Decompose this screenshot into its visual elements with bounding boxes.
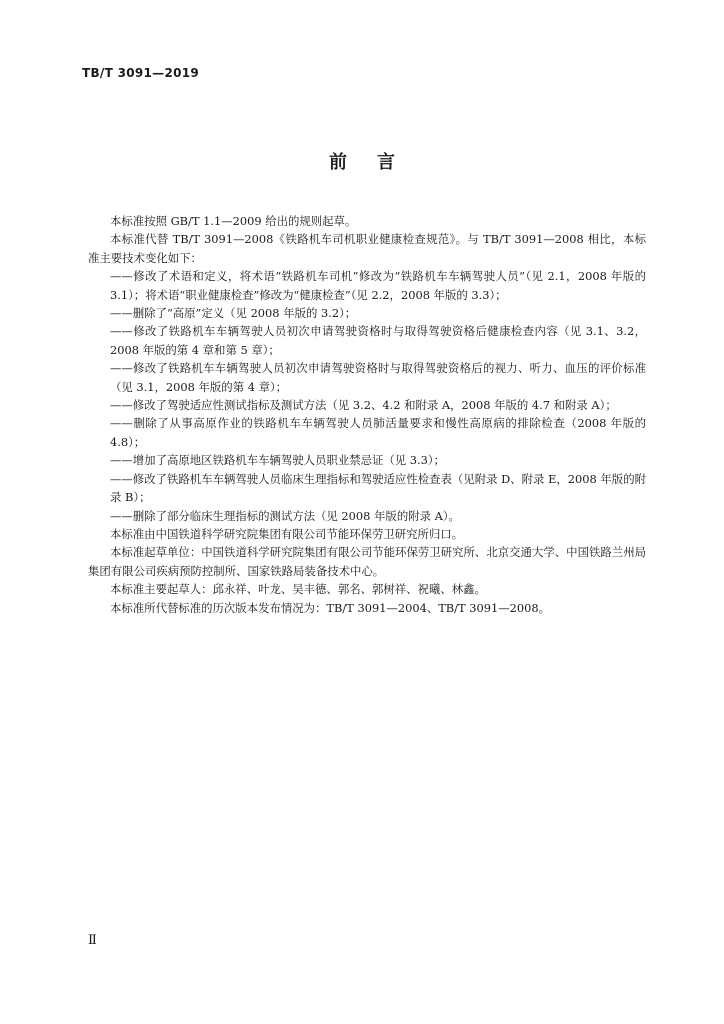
page-title: 前言: [329, 152, 425, 173]
change-item: ——修改了铁路机车车辆驾驶人员临床生理指标和驾驶适应性检查表（见附录 D、附录 E，2008 年版的附录 B）；: [110, 471, 646, 505]
foreword-body: [88, 212, 646, 617]
intro-paragraph: 本标准按照 GB/T 1.1—2009 给出的规则起草。: [110, 214, 357, 228]
change-item: ——删除了“高原”定义（见 2008 年版的 3.2）；: [110, 306, 357, 321]
change-item: ——删除了从事高原作业的铁路机车车辆驾驶人员肺活量要求和慢性高原病的排除检查（2008 年版的 4.8）；: [110, 416, 646, 449]
closing-paragraph: 本标准所代替标准的历次版本发布情况为：TB/T 3091—2004、TB/T 3091—2008。: [110, 600, 550, 615]
change-item: ——修改了铁路机车车辆驾驶人员初次申请驾驶资格时与取得驾驶资格后健康检查内容（见 3.1、3.2，2008 年版的第 4 章和第 5 章）；: [110, 324, 646, 357]
page-number: Ⅱ: [88, 933, 97, 948]
change-item: ——增加了高原地区铁路机车车辆驾驶人员职业禁忌证（见 3.3）；: [110, 453, 445, 468]
standard-code: TB/T 3091—2019: [82, 66, 200, 80]
change-item: ——修改了术语和定义，将术语“铁路机车司机”修改为“铁路机车车辆驾驶人员”（见 2.1，2008 年版的 3.1）；将术语“职业健康检查”修改为“健康检查”（见 2.2，2008 年版的 3.3）；: [110, 269, 646, 302]
change-item: ——删除了部分临床生理指标的测试方法（见 2008 年版的附录 A）。: [110, 508, 460, 523]
closing-paragraph: 本标准主要起草人：邱永祥、叶龙、吴丰德、郭名、郭树祥、祝曦、林鑫。: [110, 582, 486, 597]
closing-paragraph: 本标准起草单位：中国铁道科学研究院集团有限公司节能环保劳卫研究所、北京交通大学、中国铁路兰州局集团有限公司疾病预防控制所、国家铁路局装备技术中心。: [88, 545, 646, 578]
change-item: ——修改了铁路机车车辆驾驶人员初次申请驾驶资格时与取得驾驶资格后的视力、听力、血压的评价标准（见 3.1，2008 年版的第 4 章）；: [110, 361, 646, 394]
intro-paragraph: 本标准代替 TB/T 3091—2008《铁路机车司机职业健康检查规范》。与 TB/T 3091—2008 相比，本标准主要技术变化如下：: [88, 232, 646, 265]
closing-paragraph: 本标准由中国铁道科学研究院集团有限公司节能环保劳卫研究所归口。: [110, 526, 464, 541]
change-item: ——修改了驾驶适应性测试指标及测试方法（见 3.2、4.2 和附录 A，2008 年版的 4.7 和附录 A）；: [110, 398, 617, 413]
